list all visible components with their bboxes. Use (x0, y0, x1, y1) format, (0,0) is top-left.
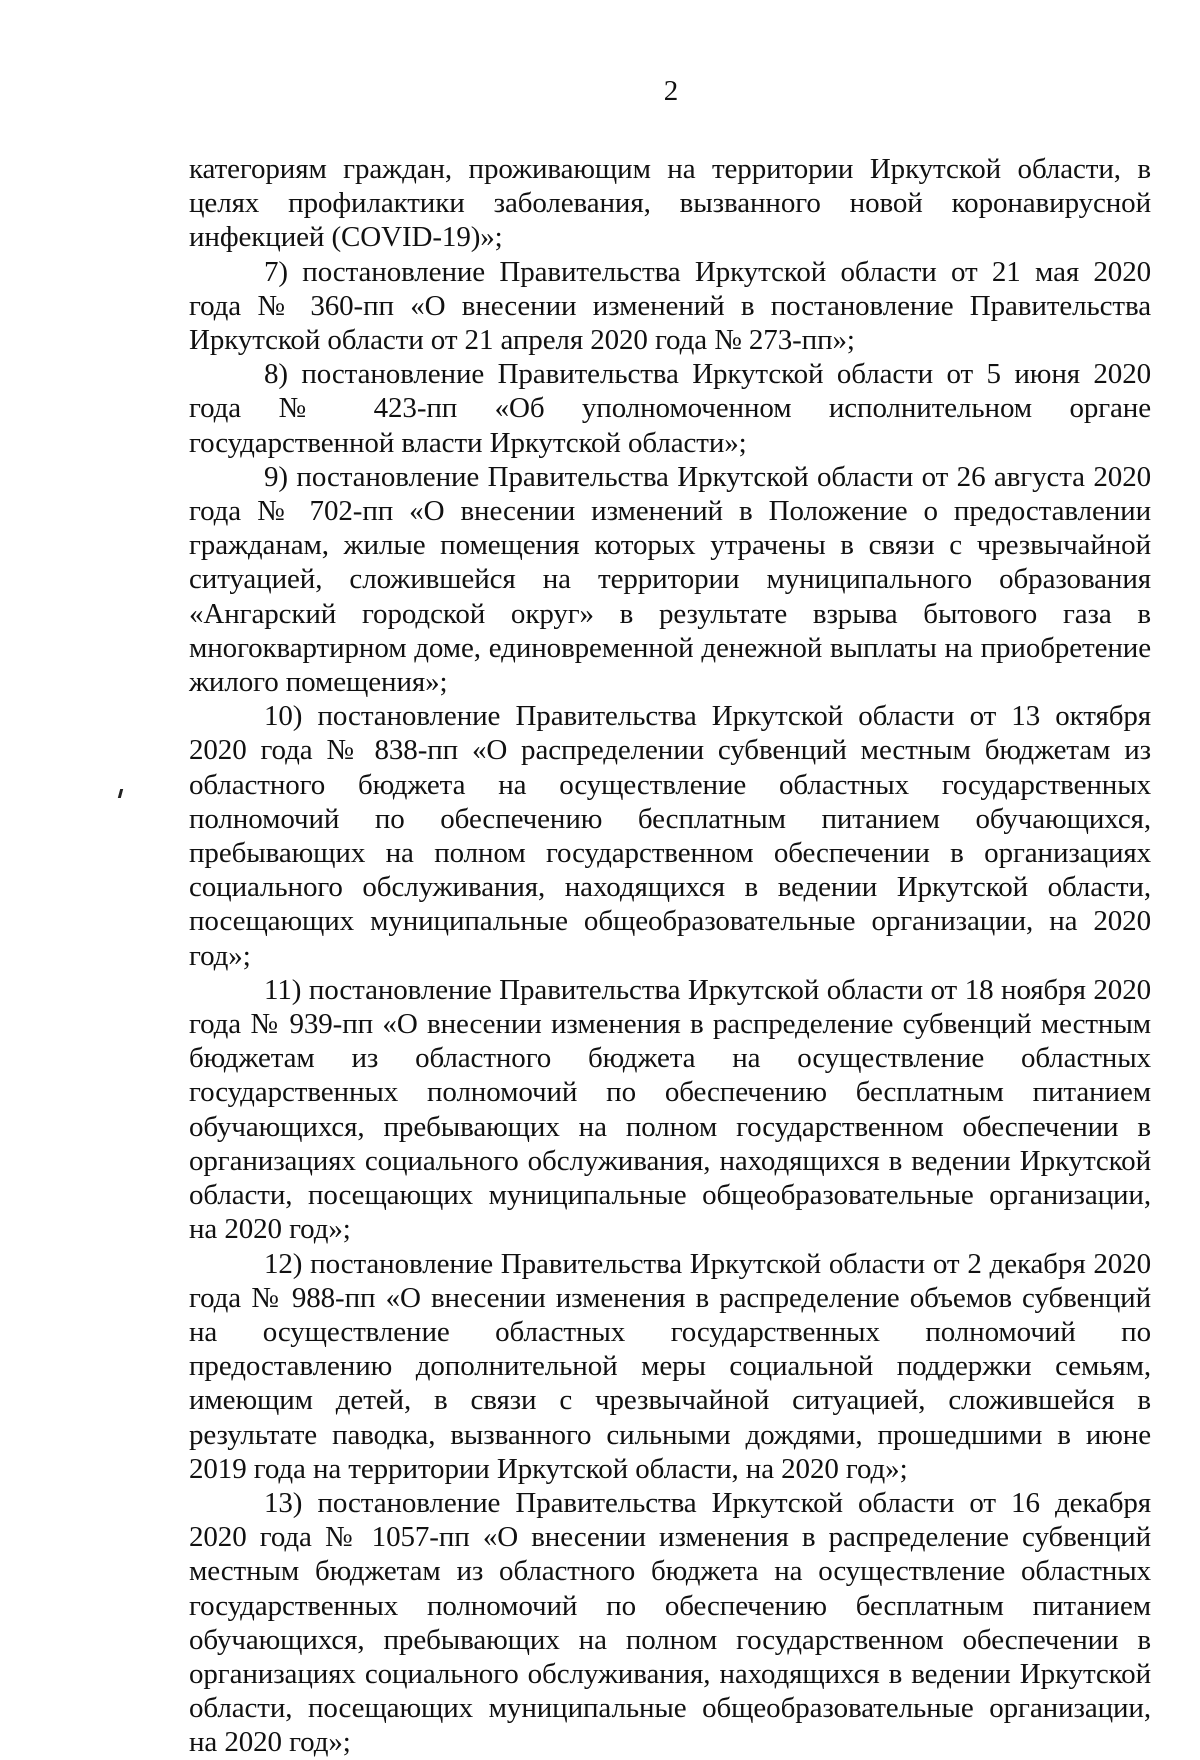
list-item-11: 11) постановление Правительства Иркутской области от 18 ноября 2020 года № 939-пп «О внесении изменения в распределение субвенций местным бюджетам из областного бюджета на осуществление областных государственных полномочий по обеспечению бесплатным питанием обучающихся, пребывающих на полном государственном обеспечении в организациях социального обслуживания, находящихся в ведении Иркутской области, посещающих муниципальные общеобразовательные организации, на 2020 год»; (189, 973, 1151, 1246)
list-item-9: 9) постановление Правительства Иркутской области от 26 августа 2020 года № 702-пп «О внесении изменений в Положение о предоставлении гражданам, жилые помещения которых утрачены в связи с чрезвычайной ситуацией, сложившейся на территории муниципального образования «Ангарский городской округ» в результате взрыва бытового газа в многоквартирном доме, единовременной денежной выплаты на приобретение жилого помещения»; (189, 460, 1151, 699)
list-item-12: 12) постановление Правительства Иркутской области от 2 декабря 2020 года № 988-пп «О внесении изменения в распределение объемов субвенций на осуществление областных государственных полномочий по предоставлению дополнительной меры социальной поддержки семьям, имеющим детей, в связи с чрезвычайной ситуацией, сложившейся в результате паводка, вызванного сильными дождями, прошедшими в июне 2019 года на территории Иркутской области, на 2020 год»; (189, 1247, 1151, 1485)
page-number: 2 (663, 75, 679, 107)
margin-mark (118, 789, 123, 798)
list-item-8: 8) постановление Правительства Иркутской области от 5 июня 2020 года № 423-пп «Об уполномоченном исполнительном органе государственной власти Иркутской области»; (189, 358, 1151, 459)
list-item-7: 7) постановление Правительства Иркутской области от 21 мая 2020 года № 360-пп «О внесении изменений в постановление Правительства Иркутской области от 21 апреля 2020 года № 273-пп»; (189, 255, 1151, 357)
list-item-10: 10) постановление Правительства Иркутской области от 13 октября 2020 года № 838-пп «О распределении субвенций местным бюджетам из областного бюджета на осуществление областных государственных полномочий по обеспечению бесплатным питанием обучающихся, пребывающих на полном государственном обеспечении в организациях социального обслуживания, находящихся в ведении Иркутской области, посещающих муниципальные общеобразовательные организации, на 2020 год»; (189, 700, 1151, 972)
list-item-13: 13) постановление Правительства Иркутской области от 16 декабря 2020 года № 1057-пп «О внесении изменения в распределение субвенций местным бюджетам из областного бюджета на осуществление областных государственных полномочий по обеспечению бесплатным питанием обучающихся, пребывающих на полном государственном обеспечении в организациях социального обслуживания, находящихся в ведении Иркутской области, посещающих муниципальные общеобразовательные организации, на 2020 год»; (189, 1486, 1151, 1759)
document-body (189, 152, 1151, 1760)
paragraph-continuation: категориям граждан, проживающим на территории Иркутской области, в целях профилактики заболевания, вызванного новой коронавирусной инфекцией (COVID-19)»; (189, 153, 1151, 254)
